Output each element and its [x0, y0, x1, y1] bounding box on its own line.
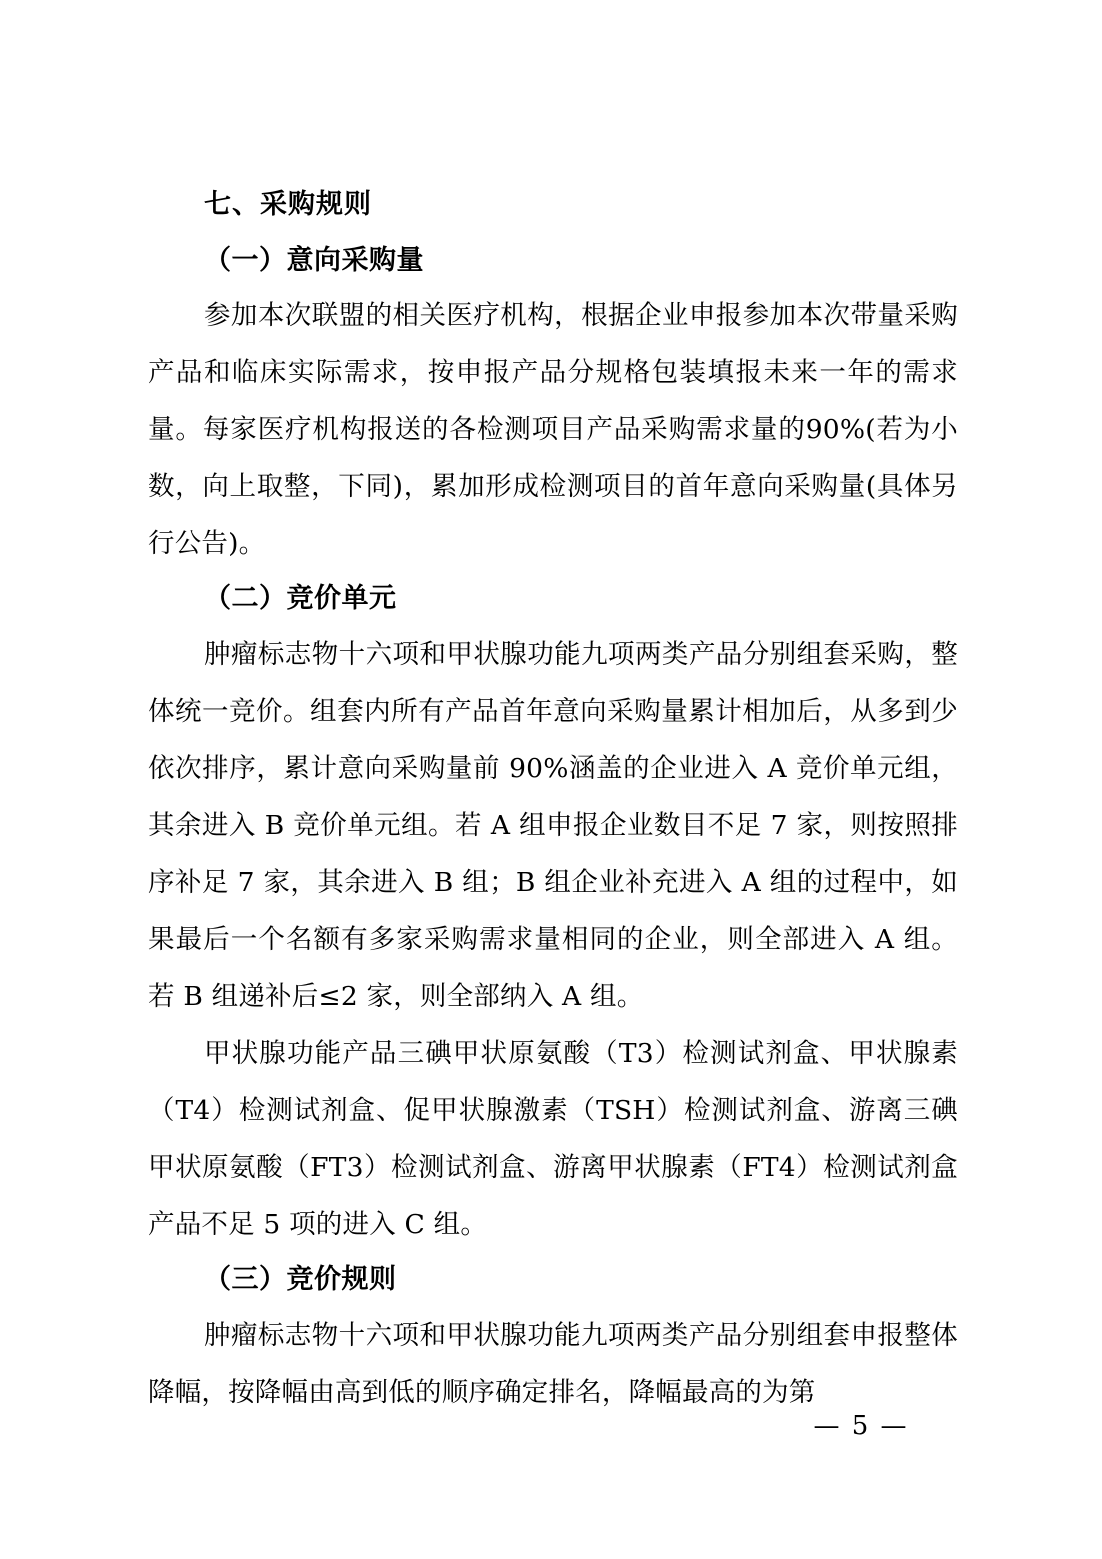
page-number: — 5 — [813, 1411, 909, 1441]
subheading-bidding-unit: （二）竞价单元 [204, 583, 397, 615]
paragraph-intended-volume: 参加本次联盟的相关医疗机构，根据企业申报参加本次带量采购产品和临床实际需求，按申报产品分规格包装填报未来一年的需求量。每家医疗机构报送的各检测项目产品采购需求量的90%(若为小数，向上取整，下同)，累加形成检测项目的首年意向采购量(具体另行公告)。 [148, 300, 958, 560]
section-heading: 七、采购规则 [204, 189, 372, 220]
subheading-bidding-rules: （三）竞价规则 [204, 1264, 397, 1296]
paragraph-bidding-rules: 肿瘤标志物十六项和甲状腺功能九项两类产品分别组套申报整体降幅，按降幅由高到低的顺序确定排名，降幅最高的为第 [148, 1320, 958, 1409]
paragraph-thyroid-products: 甲状腺功能产品三碘甲状原氨酸（T3）检测试剂盒、甲状腺素（T4）检测试剂盒、促甲状腺激素（TSH）检测试剂盒、游离三碘甲状原氨酸（FT3）检测试剂盒、游离甲状腺素（FT4）检测试剂盒产品不足 5 项的进入 C 组。 [148, 1038, 958, 1241]
page-content [148, 185, 958, 1421]
subheading-intended-volume: （一）意向采购量 [204, 244, 424, 276]
page-footer [0, 1411, 1102, 1441]
paragraph-bidding-unit: 肿瘤标志物十六项和甲状腺功能九项两类产品分别组套采购，整体统一竞价。组套内所有产品首年意向采购量累计相加后，从多到少依次排序，累计意向采购量前 90%涵盖的企业进入 A 竞价单元组，其余进入 B 竞价单元组。若 A 组申报企业数目不足 7 家，则按照排序补足 7 家，其余进入 B 组；B 组企业补充进入 A 组的过程中，如果最后一个名额有多家采购需求量相同的企业，则全部进入 A 组。若 B 组递补后≤2 家，则全部纳入 A 组。 [148, 639, 958, 1013]
